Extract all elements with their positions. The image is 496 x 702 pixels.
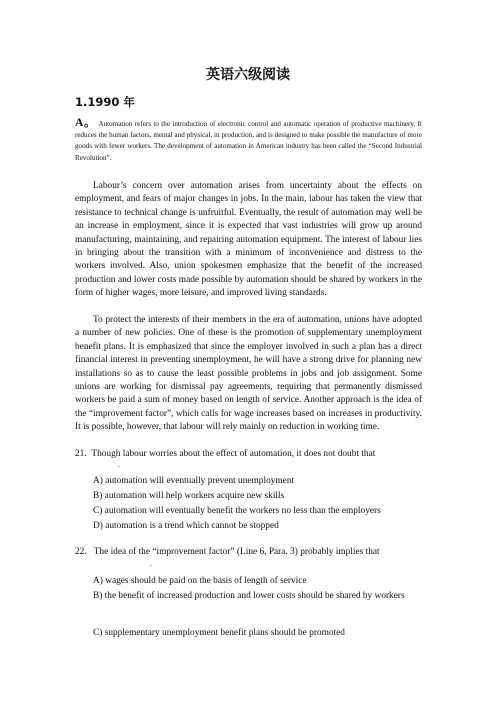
- intro-letter: A: [75, 117, 84, 129]
- option-21-c: C) automation will eventually benefit the workers no less than the employers: [93, 506, 381, 516]
- question-22-stem: [75, 546, 422, 559]
- answer-blank: .: [150, 559, 152, 568]
- page-title: 英语六级阅读: [206, 67, 290, 83]
- question-number: 21.: [75, 449, 87, 459]
- body-paragraph-2: To protect the interests of their members in the era of automation, unions have adopted a number of new policies. One of these is the promotion of supplementary unemployment benefit plans. It is emphasized that since the employer involved in such a plan has a direct financial interest in preventing unemployment, he will have a strong drive for planning new installations so as to cause the least possible problems in jobs and job assignment. Some unions are working for dismissal pay agreements, requiring that permanently dismissed workers be paid a sum of money based on length of service. Another approach is the idea of the “improvement factor”, which calls for wage increases based on increases in productivity. It is possible, however, that labour will rely mainly on reduction in working time.: [75, 315, 422, 433]
- option-21-a: A) automation will eventually prevent unemployment: [93, 476, 295, 486]
- option-22-a: A) wages should be paid on the basis of length of service: [93, 576, 307, 586]
- option-22-b: B) the benefit of increased production and lower costs should be shared by workers: [93, 591, 405, 601]
- intro-text: Automation refers to the introduction of electronic control and automatic operation of productive machinery. It reduces the human factors, mental and physical, in production, and is designed to make possible the manufacture of more goods with fewer workers. The development of automation in American industry has been called the “Second Industrial Revolution”.: [75, 120, 422, 162]
- answer-blank: .: [118, 460, 120, 469]
- intro-paragraph: [75, 118, 422, 164]
- option-21-b: B) automation will help workers acquire new skills: [93, 491, 285, 501]
- question-21-stem: [75, 448, 422, 461]
- option-22-c: C) supplementary unemployment benefit plans should be promoted: [93, 628, 345, 638]
- option-21-d: D) automation is a trend which cannot be stopped: [93, 521, 279, 531]
- question-number: 22.: [75, 547, 87, 557]
- intro-mark: 。: [83, 117, 97, 129]
- body-paragraph-1: Labour’s concern over automation arises from uncertainty about the effects on employment, and fears of major changes in jobs. In the main, labour has taken the view that resistance to technical change is unfruitful. Eventually, the result of automation may well be an increase in employment, since it is expected that vast industries will grow up around manufacturing, maintaining, and repairing automation equipment. The interest of labour lies in bringing about the transition with a minimum of inconvenience and distress to the workers involved. Also, union spokesmen emphasize that the benefit of the increased production and lower costs made possible by automation should be shared by workers in the form of higher wages, more leisure, and improved living standards.: [75, 181, 422, 299]
- question-text: The idea of the “improvement factor” (Line 6, Para. 3) probably implies that: [93, 547, 380, 557]
- question-text: Though labour worries about the effect of automation, it does not doubt that: [91, 449, 376, 459]
- section-heading: 1.1990 年: [75, 95, 135, 109]
